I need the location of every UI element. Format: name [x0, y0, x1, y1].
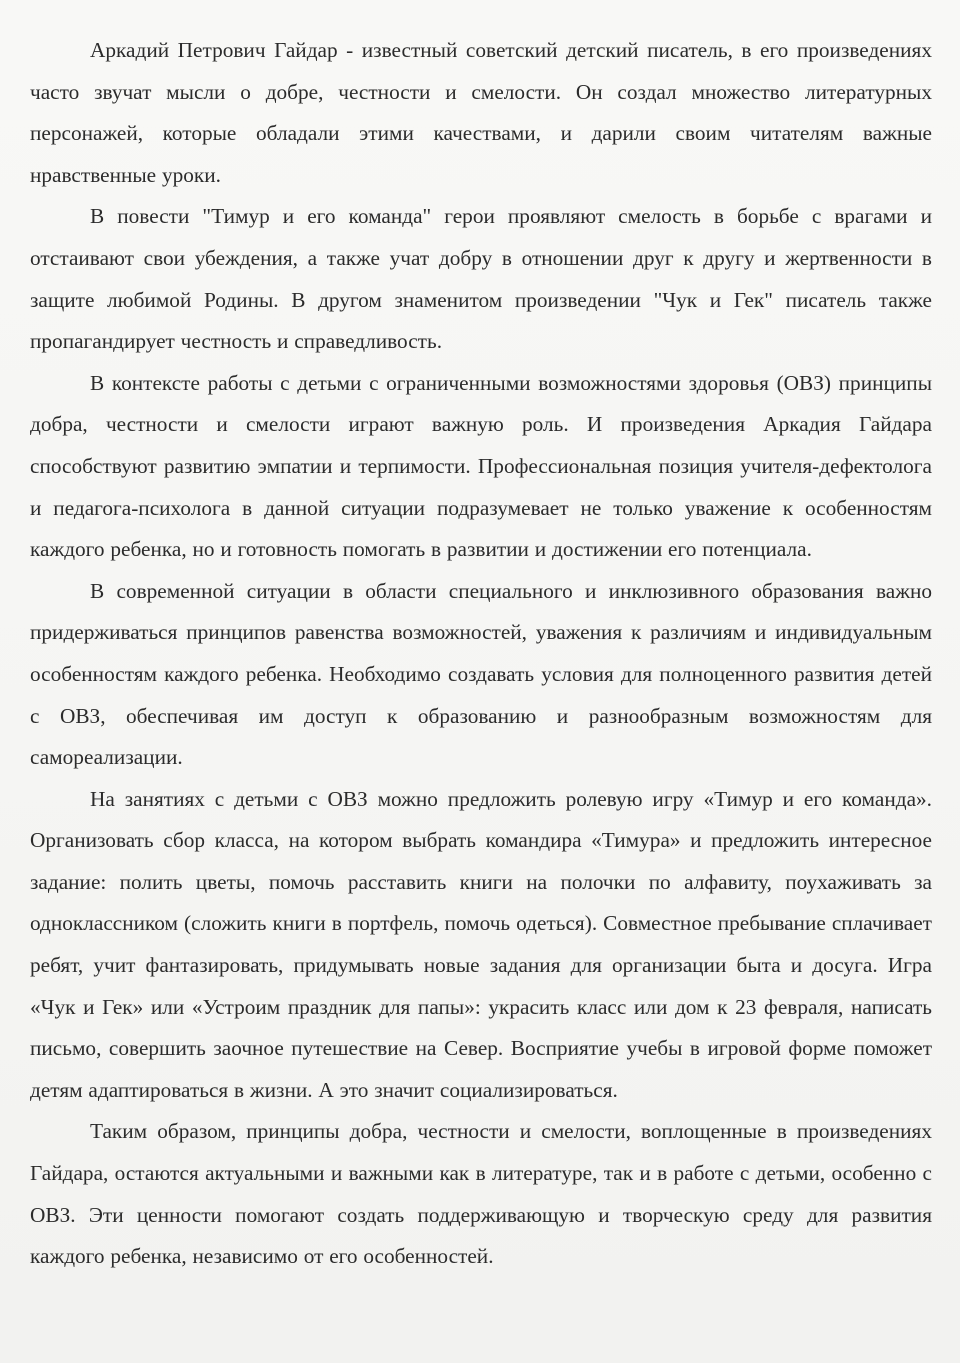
paragraph-role-game: На занятиях с детьми с ОВЗ можно предложить ролевую игру «Тимур и его команда». Организовать сбор класса, на котором выбрать командира «Тимура» и предложить интересное задание: полить цветы, помочь расставить книги на полочки по алфавиту, поухаживать за одноклассником (сложить книги в портфель, помочь одеться). Совместное пребывание сплачивает ребят, учит фантазировать, придумывать новые задания для организации быта и досуга. Игра «Чук и Гек» или «Устроим праздник для папы»: украсить класс или дом к 23 февраля, написать письмо, совершить заочное путешествие на Север. Восприятие учебы в игровой форме поможет детям адаптироваться в жизни. А это значит социализироваться.	[30, 786, 932, 1102]
paragraph-timur: В повести "Тимур и его команда" герои проявляют смелость в борьбе с врагами и отстаивают свои убеждения, а также учат добру в отношении друг к другу и жертвенности в защите любимой Родины. В другом знаменитом произведении "Чук и Гек" писатель также пропагандирует честность и справедливость.	[30, 204, 932, 354]
paragraph-inclusive-education: В современной ситуации в области специального и инклюзивного образования важно придерживаться принципов равенства возможностей, уважения к различиям и индивидуальным особенностям каждого ребенка. Необходимо создавать условия для полноценного развития детей с ОВЗ, обеспечивая им доступ к образованию и разнообразным возможностям для самореализации.	[30, 578, 932, 770]
paragraph-intro: Аркадий Петрович Гайдар - известный советский детский писатель, в его произведениях часто звучат мысли о добре, честности и смелости. Он создал множество литературных персонажей, которые обладали этими качествами, и дарили своим читателям важные нравственные уроки.	[30, 38, 932, 187]
paragraph-conclusion: Таким образом, принципы добра, честности и смелости, воплощенные в произведениях Гайдара, остаются актуальными и важными как в литературе, так и в работе с детьми, особенно с ОВЗ. Эти ценности помогают создать поддерживающую и творческую среду для развития каждого ребенка, независимо от его особенностей.	[30, 1119, 932, 1269]
paragraph-ovz-context: В контексте работы с детьми с ограниченными возможностями здоровья (ОВЗ) принципы добра, честности и смелости играют важную роль. И произведения Аркадия Гайдара способствуют развитию эмпатии и терпимости. Профессиональная позиция учителя-дефектолога и педагога-психолога в данной ситуации подразумевает не только уважение к особенностям каждого ребенка, но и готовность помогать в развитии и достижении его потенциала.	[30, 370, 932, 562]
